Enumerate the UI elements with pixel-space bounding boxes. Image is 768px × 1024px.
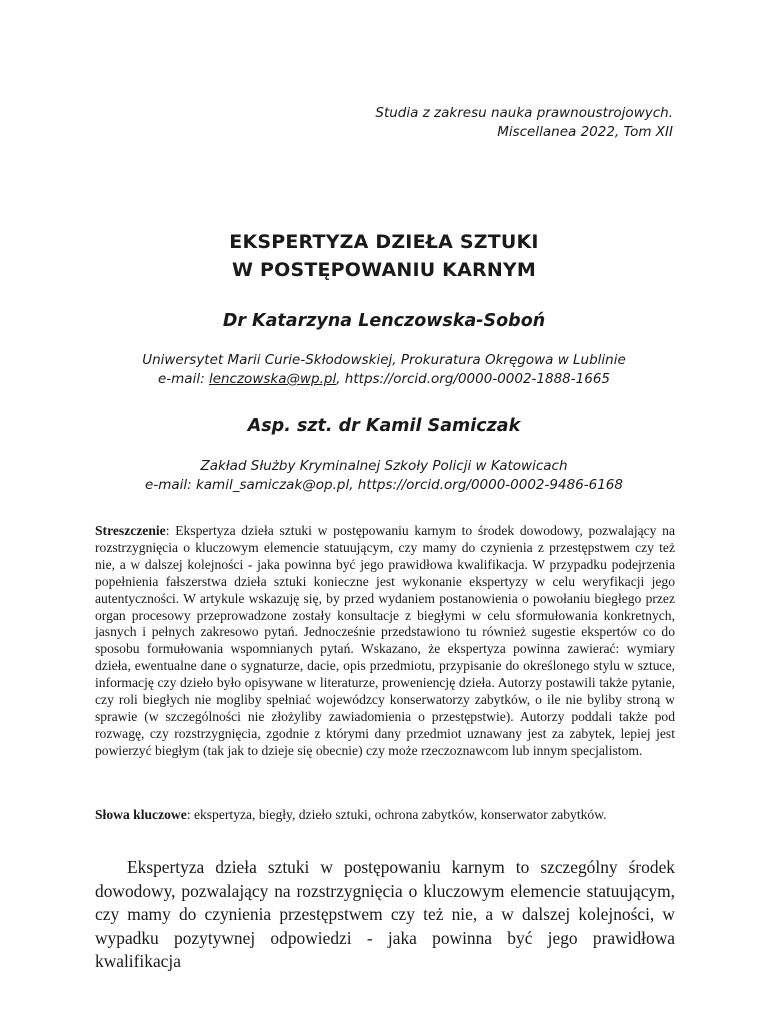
author-2-affiliation: Zakład Służby Kryminalnej Szkoły Policji w Katowicach [200, 458, 568, 474]
keywords-text: : ekspertyza, biegły, dzieło sztuki, ochrona zabytków, konserwator zabytków. [186, 807, 607, 822]
author-1-affiliation: Uniwersytet Marii Curie-Skłodowskiej, Prokuratura Okręgowa w Lublinie [142, 352, 626, 368]
author-2-contact: e-mail: kamil_samiczak@op.pl, https://orcid.org/0000-0002-9486-6168 [145, 477, 623, 493]
author-2-name: Asp. szt. dr Kamil Samiczak [247, 416, 521, 436]
article-title [0, 228, 768, 284]
abstract-text: : Ekspertyza dzieła sztuki w postępowaniu karnym to środek dowodowy, pozwalający na rozstrzygnięcia o kluczowym elemencie statuującym, czy mamy do czynienia z przestępstwem czy też nie, a w dalszej kolejności - jaka powinna być jego prawidłowa kwalifikacja. W przypadku podejrzenia popełnienia fałszerstwa dzieła sztuki konieczne jest wykonanie ekspertyzy w celu weryfikacji jego autentyczności. W artykule wskazuję się, by przed wydaniem postanowienia o powołaniu biegłego przez organ procesowy przeprowadzone zostały konsultacje z biegłymi w celu sformułowania konkretnych, jasnych i pełnych zakresowo pytań. Jednocześnie przedstawiono tu również sugestie ekspertów co do sposobu formułowania wspomnianych pytań. Wskazano, że ekspertyza powinna zawierać: wymiary dzieła, ewentualne dane o sygnaturze, dacie, opis przedmiotu, przypisanie do określonego stylu w sztuce, informację czy dzieło było opisywane w literaturze, proweniencję dzieła. Autorzy postawili także pytanie, czy roli biegłych nie mogliby spełniać wojewódzcy konserwatorzy zabytków, o ile nie byliby stroną w sprawie (w szczególności nie złożyliby zawiadomienia o przestępstwie). Autorzy poddali także pod rozwagę, czy rozstrzygnięcia, zgodnie z którymi dany przedmiot uznawany jest za zabytek, lepiej jest powierzyć biegłym (tak jak to dzieje się obecnie) czy może rzeczoznawcom lub innym specjalistom. [95, 523, 675, 758]
keywords-label: Słowa kluczowe [95, 807, 187, 822]
journal-volume: Miscellanea 2022, Tom XII [497, 124, 673, 140]
abstract [95, 523, 675, 760]
abstract-label: Streszczenie [95, 523, 166, 538]
author-2-affiliation-block [0, 457, 768, 495]
author-1-email-link[interactable]: lenczowska@wp.pl [208, 371, 337, 387]
email-label: e-mail: [157, 371, 209, 387]
journal-name: Studia z zakresu nauka prawnoustrojowych. [375, 105, 673, 121]
keywords [95, 806, 685, 823]
author-1-orcid: , https://orcid.org/0000-0002-1888-1665 [336, 371, 611, 387]
title-line-1: EKSPERTYZA DZIEŁA SZTUKI [229, 231, 539, 253]
journal-reference [375, 104, 673, 142]
title-line-2: W POSTĘPOWANIU KARNYM [232, 259, 536, 281]
author-1-contact [0, 370, 768, 389]
author-1-name: Dr Katarzyna Lenczowska-Soboń [222, 311, 546, 331]
author-1-affiliation-block [0, 351, 768, 389]
body-paragraph: Ekspertyza dzieła sztuki w postępowaniu karnym to szczególny środek dowodowy, pozwalający na rozstrzygnięcia o kluczowym elemencie statuującym, czy mamy do czynienia przestępstwem czy też nie, a w dalszej kolejności, w wypadku pozytywnej odpowiedzi - jaka powinna być jego prawidłowa kwalifikacja [95, 857, 675, 971]
